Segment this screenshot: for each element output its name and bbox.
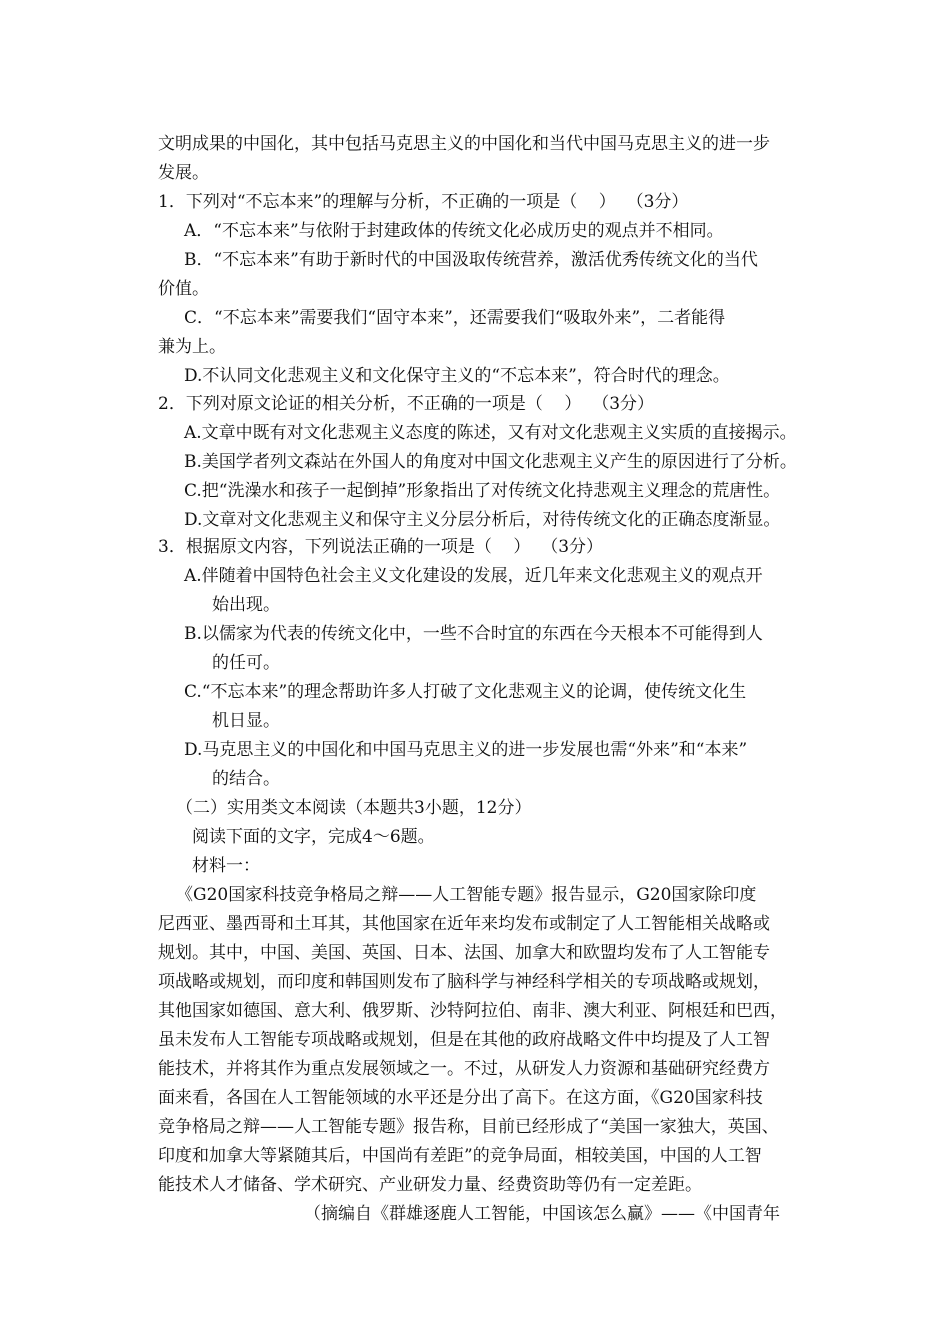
question-3-option-c: C.“不忘本来”的理念帮助许多人打破了文化悲观主义的论调，使传统文化生: [184, 682, 747, 702]
passage-line: 文明成果的中国化，其中包括马克思主义的中国化和当代中国马克思主义的进一步: [158, 134, 770, 154]
material-line: 项战略或规划，而印度和韩国则发布了脑科学与神经科学相关的专项战略或规划，: [158, 972, 770, 992]
question-3-option-d: D.马克思主义的中国化和中国马克思主义的进一步发展也需“外来”和“本来”: [184, 740, 748, 760]
section-instruction: 阅读下面的文字，完成4～6题。: [192, 827, 435, 847]
question-1-option-c-cont: 兼为上。: [158, 337, 226, 357]
section-heading: （二）实用类文本阅读（本题共3小题，12分）: [176, 798, 532, 818]
question-2-stem: 2．下列对原文论证的相关分析，不正确的一项是（ ） （3分）: [158, 394, 655, 414]
question-1-option-d: D.不认同文化悲观主义和文化保守主义的“不忘本来”，符合时代的理念。: [184, 366, 730, 386]
material-line: 《G20国家科技竞争格局之辩——人工智能专题》报告显示，G20国家除印度: [176, 885, 757, 905]
question-1-option-a: A．“不忘本来”与依附于封建政体的传统文化必成历史的观点并不相同。: [184, 221, 724, 241]
question-3-option-a: A.伴随着中国特色社会主义文化建设的发展，近几年来文化悲观主义的观点开: [184, 566, 763, 586]
material-line: 面来看，各国在人工智能领域的水平还是分出了高下。在这方面，《G20国家科技: [158, 1088, 763, 1108]
material-line: 能技术人才储备、学术研究、产业研发力量、经费资助等仍有一定差距。: [158, 1175, 702, 1195]
material-line: 竞争格局之辩——人工智能专题》报告称，目前已经形成了“美国一家独大，英国、: [158, 1117, 779, 1137]
question-2-option-a: A.文章中既有对文化悲观主义态度的陈述，又有对文化悲观主义实质的直接揭示。: [184, 423, 797, 443]
question-3-option-c-cont: 机日显。: [212, 711, 280, 731]
question-1-option-b: B．“不忘本来”有助于新时代的中国汲取传统营养，激活优秀传统文化的当代: [184, 250, 758, 270]
question-1-stem: 1．下列对“不忘本来”的理解与分析，不正确的一项是（ ） （3分）: [158, 192, 689, 212]
question-3-option-b: B.以儒家为代表的传统文化中，一些不合时宜的东西在今天根本不可能得到人: [184, 624, 763, 644]
question-2-option-b: B.美国学者列文森站在外国人的角度对中国文化悲观主义产生的原因进行了分析。: [184, 452, 797, 472]
question-2-option-d: D.文章对文化悲观主义和保守主义分层分析后，对待传统文化的正确态度渐显。: [184, 510, 781, 530]
question-3-option-b-cont: 的任可。: [212, 653, 280, 673]
question-3-option-a-cont: 始出现。: [212, 595, 280, 615]
question-1-option-b-cont: 价值。: [158, 279, 209, 299]
material-line: 尼西亚、墨西哥和土耳其，其他国家在近年来均发布或制定了人工智能相关战略或: [158, 914, 770, 934]
question-1-option-c: C．“不忘本来”需要我们“固守本来”，还需要我们“吸取外来”，二者能得: [184, 308, 726, 328]
material-line: 印度和加拿大等紧随其后，中国尚有差距”的竞争局面，相较美国，中国的人工智: [158, 1146, 762, 1166]
material-label: 材料一：: [192, 856, 260, 876]
passage-line: 发展。: [158, 163, 209, 183]
material-line: 其他国家如德国、意大利、俄罗斯、沙特阿拉伯、南非、澳大利亚、阿根廷和巴西，: [158, 1001, 787, 1021]
material-line: 能技术，并将其作为重点发展领域之一。不过，从研发人力资源和基础研究经费方: [158, 1059, 770, 1079]
material-line: 规划。其中，中国、美国、英国、日本、法国、加拿大和欧盟均发布了人工智能专: [158, 943, 770, 963]
material-source: （摘编自《群雄逐鹿人工智能，中国该怎么赢》——《中国青年: [304, 1204, 780, 1224]
question-3-option-d-cont: 的结合。: [212, 769, 280, 789]
question-2-option-c: C.把“洗澡水和孩子一起倒掉”形象指出了对传统文化持悲观主义理念的荒唐性。: [184, 481, 781, 501]
material-line: 虽未发布人工智能专项战略或规划，但是在其他的政府战略文件中均提及了人工智: [158, 1030, 770, 1050]
question-3-stem: 3．根据原文内容，下列说法正确的一项是（ ） （3分）: [158, 537, 604, 557]
